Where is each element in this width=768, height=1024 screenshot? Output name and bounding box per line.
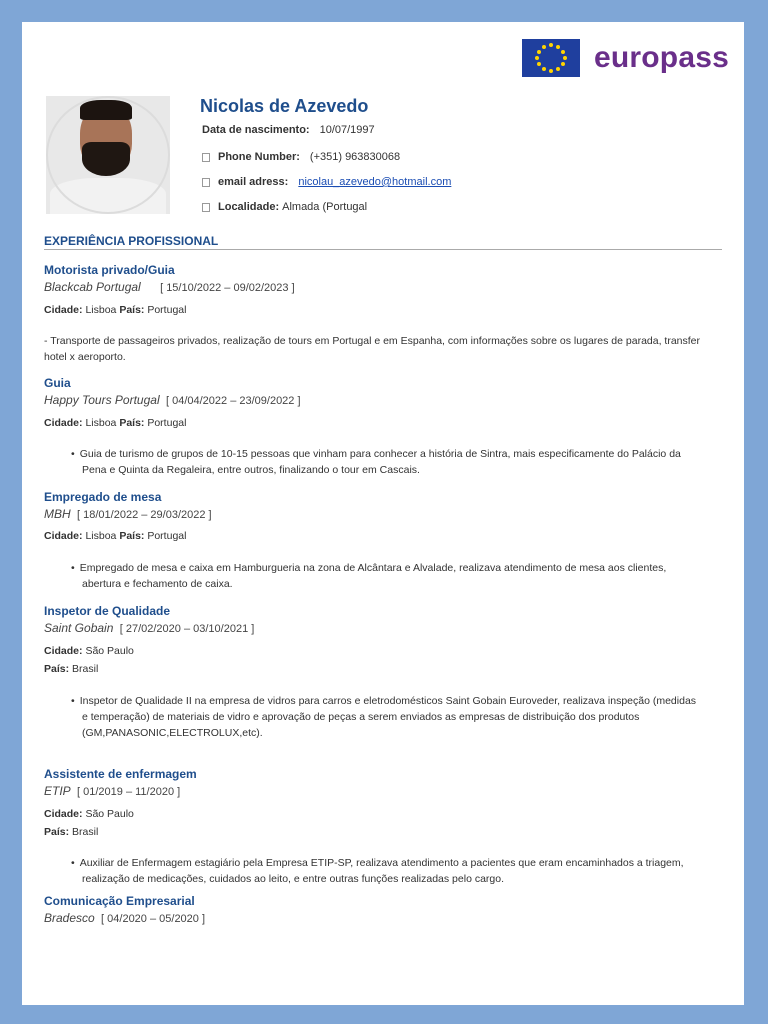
eu-flag-icon: [522, 39, 580, 77]
country-label: País:: [44, 826, 70, 838]
job-company: Happy Tours Portugal: [44, 393, 160, 407]
birth-date-label: Data de nascimento:: [202, 124, 310, 136]
phone-row: [202, 151, 400, 163]
job-location: [44, 530, 186, 542]
job-description: • Inspetor de Qualidade II na empresa de vidros para carros e eletrodomésticos Saint Gobain Euroveder, realizava inspeção (medidas e temperação) de materiais de vidro e aprovação de peças a serem enviados as empresas de distribuição dos produtos (GM,PANASONIC,ELECTROLUX,etc).: [64, 693, 704, 741]
job-company-row: [44, 507, 212, 521]
location-row: [202, 201, 367, 213]
country-value: Brasil: [72, 663, 99, 675]
job-company: ETIP: [44, 784, 71, 798]
job-title: Comunicação Empresarial: [44, 894, 195, 908]
candidate-name: Nicolas de Azevedo: [200, 96, 369, 116]
job-company-row: [44, 911, 205, 925]
job-company-row: [44, 393, 301, 407]
job-company-row: [44, 621, 254, 635]
city-label: Cidade:: [44, 808, 83, 820]
country-label: País:: [119, 304, 145, 316]
city-label: Cidade:: [44, 645, 83, 657]
job-location: [44, 417, 186, 429]
city-value: São Paulo: [85, 645, 134, 657]
job-description: - Transporte de passageiros privados, realização de tours em Portugal e em Espanha, com informações sobre os lugares de parada, transfer hotel x aeroporto.: [44, 335, 701, 363]
job-dates: [ 15/10/2022 – 09/02/2023 ]: [160, 282, 295, 294]
job-city: [44, 645, 134, 657]
job-company: Bradesco: [44, 911, 95, 925]
job-dates: [ 04/04/2022 – 23/09/2022 ]: [165, 395, 301, 407]
country-label: País:: [119, 530, 145, 542]
profile-photo: [46, 96, 170, 214]
city-label: Cidade:: [44, 530, 83, 542]
europass-logo: [522, 39, 729, 77]
job-description: • Empregado de mesa e caixa em Hamburgueria na zona de Alcântara e Alvalade, realizava atendimento de mesa aos clientes, abertura e fechamento de caixa.: [64, 560, 704, 592]
job-dates: [ 04/2020 – 05/2020 ]: [101, 913, 206, 925]
cv-page: [22, 22, 744, 1005]
job-company: Saint Gobain: [44, 621, 114, 635]
job-company-row: [44, 280, 295, 294]
job-dates: [ 18/01/2022 – 29/03/2022 ]: [77, 509, 212, 521]
job-country: [44, 663, 98, 675]
country-value: Portugal: [147, 417, 187, 429]
email-label: email adress:: [218, 176, 289, 188]
country-value: Portugal: [147, 304, 187, 316]
job-description: • Guia de turismo de grupos de 10-15 pessoas que vinham para conhecer a história de Sintra, mais especificamente do Palácio da Pena e Quinta da Regaleira, entre outros, finalizando o tour em Cascais.: [64, 446, 704, 478]
city-value: Lisboa: [85, 417, 117, 429]
job-description: • Auxiliar de Enfermagem estagiário pela Empresa ETIP-SP, realizava atendimento a pacientes que eram encaminhados a triagem, realização de medicações, cuidados ao leito, e entre outras funções realizadas pelo cargo.: [64, 855, 704, 887]
country-label: País:: [44, 663, 70, 675]
job-dates: [ 01/2019 – 11/2020 ]: [77, 786, 181, 798]
job-title: Motorista privado/Guia: [44, 263, 175, 277]
job-company: MBH: [44, 507, 71, 521]
job-city: [44, 808, 134, 820]
job-company-row: [44, 784, 180, 798]
job-title: Empregado de mesa: [44, 490, 162, 504]
phone-label: Phone Number:: [218, 151, 300, 163]
job-country: [44, 826, 98, 838]
job-title: Guia: [44, 376, 71, 390]
job-location: [44, 304, 186, 316]
city-label: Cidade:: [44, 304, 83, 316]
checkbox-icon: [202, 203, 210, 212]
city-value: Lisboa: [85, 304, 117, 316]
city-value: Lisboa: [85, 530, 117, 542]
email-row: [202, 176, 451, 188]
job-company: Blackcab Portugal: [44, 280, 141, 294]
job-dates: [ 27/02/2020 – 03/10/2021 ]: [119, 623, 255, 635]
checkbox-icon: [202, 178, 210, 187]
job-title: Assistente de enfermagem: [44, 767, 197, 781]
location-label: Localidade:: [218, 201, 280, 213]
birth-date-row: [202, 124, 375, 136]
checkbox-icon: [202, 153, 210, 162]
section-title-experience: EXPERIÊNCIA PROFISSIONAL: [44, 234, 722, 250]
job-title: Inspetor de Qualidade: [44, 604, 171, 618]
city-label: Cidade:: [44, 417, 83, 429]
location-value: Almada (Portugal: [282, 201, 368, 213]
city-value: São Paulo: [85, 808, 134, 820]
country-label: País:: [119, 417, 145, 429]
country-value: Brasil: [72, 826, 99, 838]
europass-wordmark: europass: [594, 41, 729, 74]
email-link[interactable]: nicolau_azevedo@hotmail.com: [298, 176, 452, 188]
country-value: Portugal: [147, 530, 187, 542]
birth-date-value: 10/07/1997: [319, 124, 375, 136]
phone-value: (+351) 963830068: [309, 151, 401, 163]
